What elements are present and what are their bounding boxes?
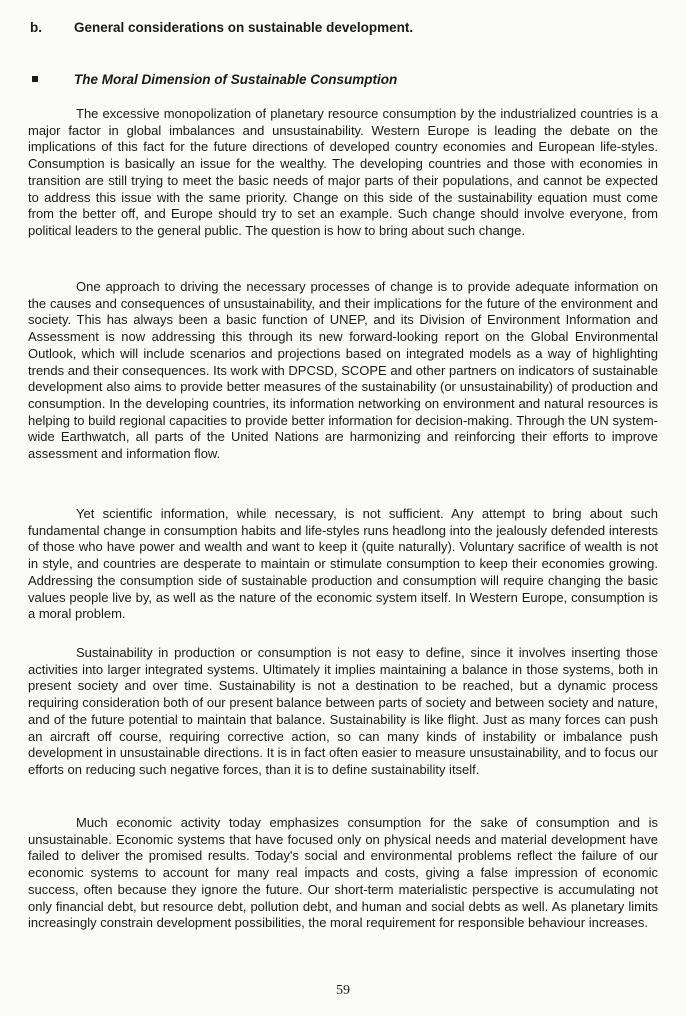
section-title: General considerations on sustainable development. xyxy=(74,20,414,35)
paragraph-3: Yet scientific information, while necessary, is not sufficient. Any attempt to bring about such fundamental change in consumption habits and life-styles runs headlong into the jealously defended interests of those who have power and wealth and want to keep it (quite naturally). Voluntary sacrifice of wealth is not in style, and countries are desperate to maintain or stimulate consumption to keep their economies growing. Addressing the consumption side of sustainable production and consumption will require changing the basic values people live by, as well as the nature of the economic system itself. In Western Europe, consumption is a moral problem. xyxy=(28,506,658,622)
paragraph-4: Sustainability in production or consumption is not easy to define, since it involves inserting those activities into larger integrated systems. Ultimately it implies maintaining a balance in those systems, both in present society and over time. Sustainability is not a destination to be reached, but a dynamic process requiring consideration both of our present balance between parts of society and between society and nature, and of the future potential to maintain that balance. Sustainability is like flight. Just as many forces can push an aircraft off course, requiring corrective action, so can many kinds of instability or imbalance push development in unsustainable directions. It is in fact often easier to measure unsustainability, and to focus our efforts on reducing such negative forces, than it is to define sustainability itself. xyxy=(28,645,658,777)
section-heading xyxy=(30,20,413,35)
paragraph-5: Much economic activity today emphasizes consumption for the sake of consumption and is unsustainable. Economic systems that have focused only on physical needs and material development have failed to deliver the promised results. Today's social and environmental problems reflect the failure of our economic systems to account for many real impacts and costs, giving a false impression of economic success, often because they ignore the future. Our short-term materialistic perspective is accumulating not only financial debt, but resource debt, pollution debt, and human and social debts as well. As planetary limits increasingly constrain development possibilities, the moral requirement for responsible behaviour increases. xyxy=(28,815,658,931)
paragraph-2: One approach to driving the necessary processes of change is to provide adequate information on the causes and consequences of unsustainability, and their implications for the future of the environment and society. This has always been a basic function of UNEP, and its Division of Environment Information and Assessment is now addressing this through its new forward-looking report on the Global Environmental Outlook, which will include scenarios and projections based on integrated models as a way of highlighting trends and their consequences. Its work with DPCSD, SCOPE and other partners on indicators of sustainable development also aims to provide better measures of the sustainability (or unsustainability) of production and consumption. In the developing countries, its information networking on environment and natural resources is helping to build regional capacities to provide better information for decision-making. Through the UN system-wide Earthwatch, all parts of the United Nations are harmonizing and reinforcing their efforts to improve assessment and information flow. xyxy=(28,279,658,462)
subsection-heading xyxy=(30,72,397,87)
bullet-icon xyxy=(30,72,74,87)
section-letter: b. xyxy=(30,20,42,35)
subsection-title: The Moral Dimension of Sustainable Consumption xyxy=(74,72,398,87)
page-number: 59 xyxy=(336,983,350,998)
paragraph-1: The excessive monopolization of planetary resource consumption by the industrialized countries is a major factor in global imbalances and unsustainability. Western Europe is leading the debate on the implications of this fact for the future directions of developed country economies and European life-styles. Consumption is basically an issue for the wealthy. The developing countries and those with economies in transition are still trying to meet the basic needs of major parts of their populations, and cannot be expected to address this issue with the same priority. Change on this side of the sustainability equation must come from the better off, and Europe should try to set an example. Such change should involve everyone, from political leaders to the general public. The question is how to bring about such change. xyxy=(28,106,658,238)
